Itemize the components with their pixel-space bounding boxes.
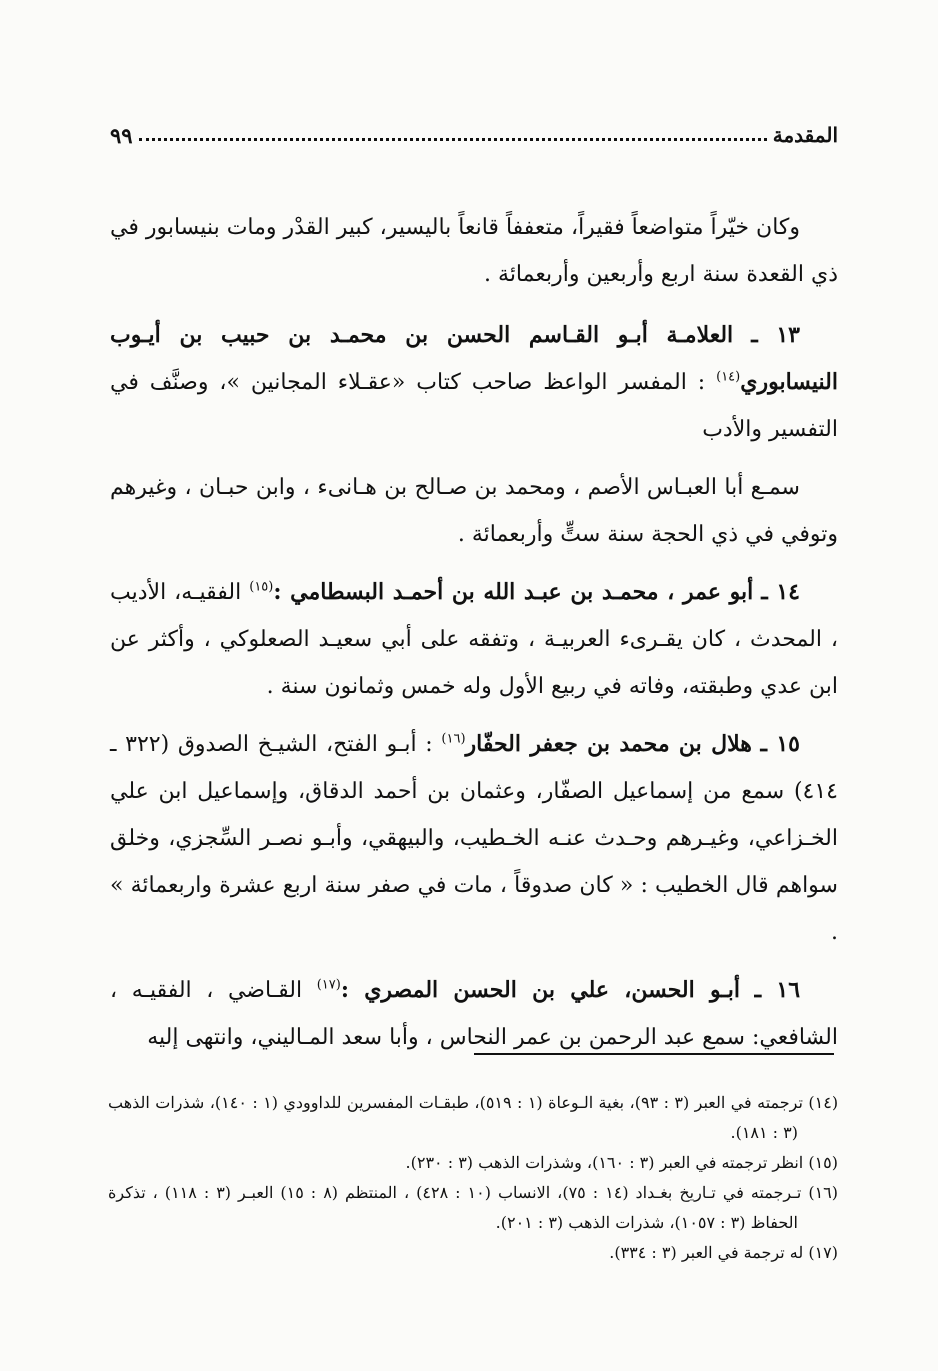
footnotes <box>108 1088 838 1268</box>
entry-15 <box>110 721 838 956</box>
paragraph-text: سمـع أبا العبـاس الأصم ، ومحمد بن صـالح بن هـانىء ، وابن حبـان ، وغيرهم وتوفي في ذي الحجة سنة ستٍّ وأربعمائة . <box>110 475 838 547</box>
footnote-label: (١٧) <box>808 1243 838 1262</box>
footnote-label: (١٦) <box>808 1183 839 1202</box>
entry-text: : أبـو الفتح، الشيـخ الصدوق (٣٢٢ ـ ٤١٤) سمع من إسماعيل الصفّار، وعثمان بن أحمد الدقاق، وإسماعيل ابن علي الخـزاعي، وغيـرهم وحـدث عنـه الخـطيب، والبيهقي، وأبـو نصـر السِّجزي، وخلق سواهم قال الخطيب : « كان صدوقاً ، مات في صفر سنة اربع عشرة واربعمائة » . <box>110 732 838 945</box>
page-number: ٩٩ <box>110 122 133 148</box>
paragraph-intro <box>110 204 838 298</box>
entry-13 <box>110 312 838 453</box>
footnote-text: انظر ترجمته في العبر (٣ : ١٦٠)، وشذرات الذهب (٣ : ٢٣٠). <box>405 1153 804 1172</box>
footnote-14 <box>108 1088 838 1148</box>
footnote-ref[interactable]: (١٥) <box>249 579 274 595</box>
footnote-17 <box>108 1238 838 1268</box>
entry-heading: أبـو الحسن، علي بن الحسن المصري : <box>340 977 741 1003</box>
footnote-text: تـرجمته في تـاريخ بغـداد (١٤ : ٧٥)، الانساب (١٠ : ٤٢٨) ، المنتظم (٨ : ١٥) العبـر (٣ : ١١٨) ، تذكرة الحفاظ (٣ : ١٠٥٧)، شذرات الذهب (٣ : ٢٠١). <box>108 1183 802 1232</box>
footnote-16 <box>108 1178 838 1238</box>
dot-leader <box>139 138 767 141</box>
entry-16 <box>110 967 838 1061</box>
entry-number: ١٥ ـ <box>760 731 800 757</box>
running-header <box>110 118 838 152</box>
footnote-ref[interactable]: (١٤) <box>716 369 741 385</box>
footnote-text: له ترجمة في العبر (٣ : ٣٣٤). <box>609 1243 804 1262</box>
footnote-15 <box>108 1148 838 1178</box>
main-text <box>110 204 838 1072</box>
entry-text: : المفسر الواعظ صاحب كتاب «عقـلاء المجانين »، وصنَّف في التفسير والأدب <box>110 370 838 442</box>
entry-text: القـاضي ، الفقيـه ، الشافعي: سمع عبد الرحمن بن عمر النحاس ، وأبا سعد المـاليني، وانتهى إليه <box>110 978 838 1050</box>
entry-number: ١٣ ـ <box>751 322 800 348</box>
entry-heading: هلال بن محمد بن جعفر الحفّار <box>465 731 752 757</box>
entry-text: الفقيـه، الأديب ، المحدث ، كان يقـرىء العربيـة ، وتفقه على أبي سعيـد الصعلوكي ، وأكثر عن ابن عدي وطبقته، وفاته في ربيع الأول وله خمس وثمانون سنة . <box>110 580 838 699</box>
footnote-ref[interactable]: (١٧) <box>316 977 341 993</box>
paragraph-text: وكان خيّراً متواضعاً فقيراً، متعففاً قانعاً باليسير، كبير القدْر ومات بنيسابور في ذي القعدة سنة اربع وأربعين وأربعمائة . <box>110 215 838 287</box>
paragraph-13-cont <box>110 464 838 558</box>
entry-14 <box>110 569 838 710</box>
footnote-ref[interactable]: (١٦) <box>441 731 466 747</box>
footnote-separator <box>474 1053 834 1055</box>
footnote-label: (١٤) <box>808 1093 839 1112</box>
entry-heading: العلامـة أبـو القـاسم الحسن بن محمـد بن حبيب بن أيـوب النيسابوري <box>110 322 838 395</box>
entry-heading: أبو عمر ، محمـد بن عبـد الله بن أحمـد البسطامي : <box>273 579 754 605</box>
entry-number: ١٤ ـ <box>761 579 800 605</box>
footnote-text: ترجمته في العبر (٣ : ٩٣)، بغية الـوعاة (١ : ٥١٩)، طبقـات المفسرين للداوودي (١ : ١٤٠)، شذرات الذهب (٣ : ١٨١). <box>108 1093 803 1142</box>
footnote-label: (١٥) <box>808 1153 838 1172</box>
entry-number: ١٦ ـ <box>754 977 801 1003</box>
chapter-title: المقدمة <box>772 123 838 147</box>
